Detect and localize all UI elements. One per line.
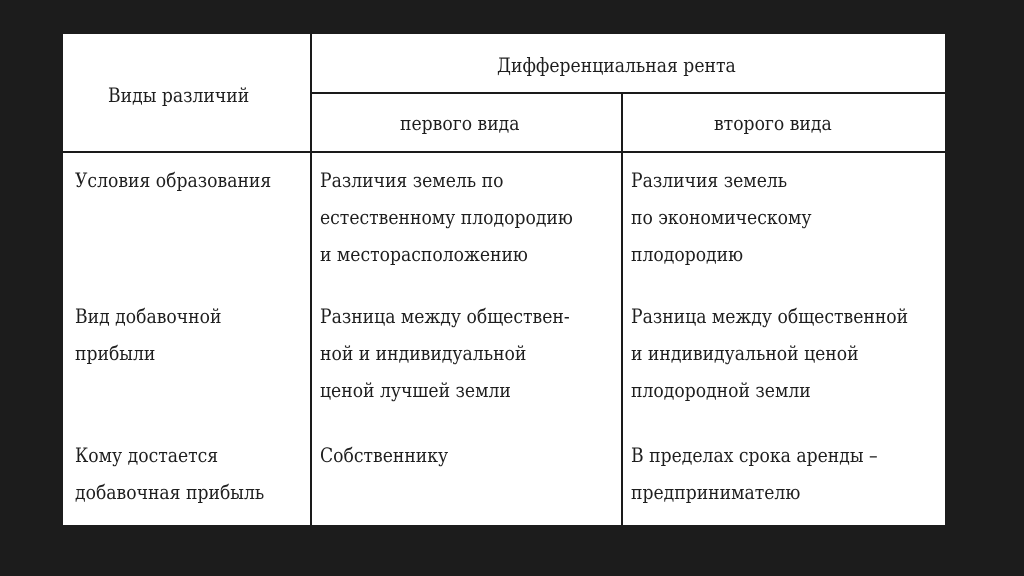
header-types-cell [108, 77, 249, 114]
table-divider [312, 92, 945, 94]
header-second-cell [714, 105, 832, 142]
table-row-3-label [75, 437, 264, 511]
row-label-line: Вид добавочной [75, 304, 222, 328]
row-label-line: Кому достается [75, 443, 219, 467]
cell-line: В пределах срока аренды – [631, 443, 878, 467]
row-label-line: прибыли [75, 341, 156, 365]
cell-line: Собственнику [320, 443, 449, 467]
table-row-1-label [75, 162, 271, 199]
table-row-1-first [320, 162, 573, 273]
row-label-line: добавочная прибыль [75, 480, 265, 504]
cell-line: предпринимателю [631, 480, 801, 504]
header-first: первого вида [400, 111, 520, 135]
cell-line: и месторасположению [320, 242, 528, 266]
table-row-2-second [631, 298, 908, 409]
cell-line: плодородной земли [631, 378, 811, 402]
header-rent-cell [497, 47, 736, 84]
cell-line: ной и индивидуальной [320, 341, 527, 365]
table-row-1-second [631, 162, 811, 273]
header-types: Виды различий [108, 83, 250, 107]
header-second: второго вида [714, 111, 832, 135]
cell-line: Различия земель [631, 168, 788, 192]
cell-line: и индивидуальной ценой [631, 341, 859, 365]
cell-line: Разница между общественной [631, 304, 909, 328]
table-divider [310, 34, 312, 525]
table-divider [63, 151, 945, 153]
table-row-3-first [320, 437, 448, 474]
table-divider [621, 94, 623, 525]
table-row-2-label [75, 298, 221, 372]
table-row-2-first [320, 298, 570, 409]
cell-line: плодородию [631, 242, 744, 266]
cell-line: ценой лучшей земли [320, 378, 511, 402]
cell-line: Различия земель по [320, 168, 504, 192]
row-label-line: Условия образования [75, 168, 272, 192]
cell-line: естественному плодородию [320, 205, 573, 229]
cell-line: по экономическому [631, 205, 812, 229]
cell-line: Разница между обществен- [320, 304, 570, 328]
table-row-3-second [631, 437, 878, 511]
header-first-cell [400, 105, 520, 142]
header-rent: Дифференциальная рента [497, 53, 736, 77]
rent-table [63, 34, 945, 525]
